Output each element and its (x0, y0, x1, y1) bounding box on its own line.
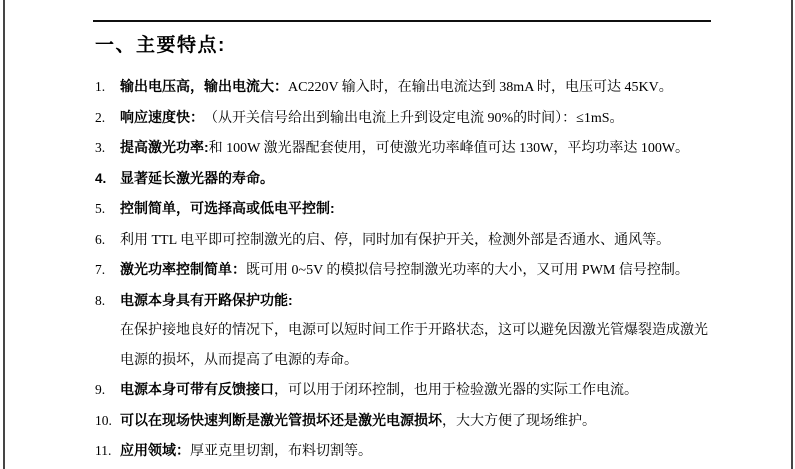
item-content (120, 442, 780, 460)
list-item (95, 170, 780, 188)
item-number: 7. (95, 262, 106, 277)
item-number: 9. (95, 382, 106, 397)
list-item (95, 109, 780, 127)
item-content (120, 261, 780, 279)
item-number: 10. (95, 412, 112, 428)
list-item (95, 412, 780, 430)
item-lead: 提高激光功率: (120, 139, 209, 155)
item-number: 3. (95, 140, 106, 155)
paragraph-line: 电源的损坏，从而提高了电源的寿命。 (120, 352, 358, 368)
item-content (120, 78, 780, 96)
item-text: ，可以用于闭环控制，也用于检验激光器的实际工作电流。 (274, 383, 638, 398)
item-content (120, 381, 780, 399)
list-item (95, 139, 780, 157)
item-text: （从开关信号给出到输出电流上升到设定电流 90%的时间）：≤1mS。 (197, 110, 624, 126)
list-item (95, 381, 780, 399)
header-rule-line (93, 20, 711, 22)
list-item (95, 231, 780, 249)
list-item (95, 200, 780, 218)
list-item (95, 442, 780, 460)
item-text: ，大大方便了现场维护。 (442, 413, 596, 429)
item-number: 5. (95, 201, 106, 216)
item-content (120, 139, 780, 157)
list-item (95, 261, 780, 279)
item-text: 利用 TTL 电平即可控制激光的启、停，同时加有保护开关，检测外部是否通水、通风等。 (120, 232, 671, 248)
paragraph-line: 在保护接地良好的情况下，电源可以短时间工作于开路状态，这可以避免因激光管爆裂造成激光 (120, 323, 708, 338)
item-text: AC220V 输入时，在输出电流达到 38mA 时，电压可达 45KV。 (288, 80, 673, 95)
item-text: 既可用 0~5V 的模拟信号控制激光功率的大小，又可用 PWM 信号控制。 (246, 263, 689, 278)
section-title: 一、主要特点: (95, 35, 226, 56)
item-lead: 电源本身具有开路保护功能: (120, 291, 293, 308)
item-content (120, 231, 780, 249)
item-lead: 控制简单，可选择高或低电平控制: (120, 200, 335, 216)
item-lead: 响应速度快： (120, 108, 197, 125)
item-number: 1. (95, 79, 106, 94)
item-lead: 输出电压高，输出电流大： (120, 78, 288, 94)
item-lead: 显著延长激光器的寿命。 (120, 169, 274, 186)
item-number: 11. (95, 443, 112, 458)
item-number: 2. (95, 109, 106, 125)
item-content (120, 170, 780, 188)
item-text: 和 100W 激光器配套使用，可使激光功率峰值可达 130W，平均功率达 100W。 (208, 141, 690, 156)
item-lead: 可以在现场快速判断是激光管损坏还是激光电源损坏 (120, 411, 442, 428)
item-lead: 电源本身可带有反馈接口 (120, 381, 274, 397)
item-number: 8. (95, 292, 106, 308)
item-number: 6. (95, 231, 106, 247)
item-text: 厚亚克里切割，布料切割等。 (190, 444, 372, 459)
page-content (95, 34, 780, 469)
item-number: 4. (95, 170, 107, 186)
item-lead: 激光功率控制简单： (120, 261, 246, 277)
item-content (120, 292, 780, 310)
item-lead: 应用领域： (120, 442, 190, 458)
item-content (120, 200, 780, 218)
list-item (95, 292, 780, 310)
list-item (95, 78, 780, 96)
item-content (120, 109, 780, 127)
right-border-line (791, 0, 793, 469)
item-content (120, 412, 780, 430)
left-border-line (3, 0, 5, 469)
